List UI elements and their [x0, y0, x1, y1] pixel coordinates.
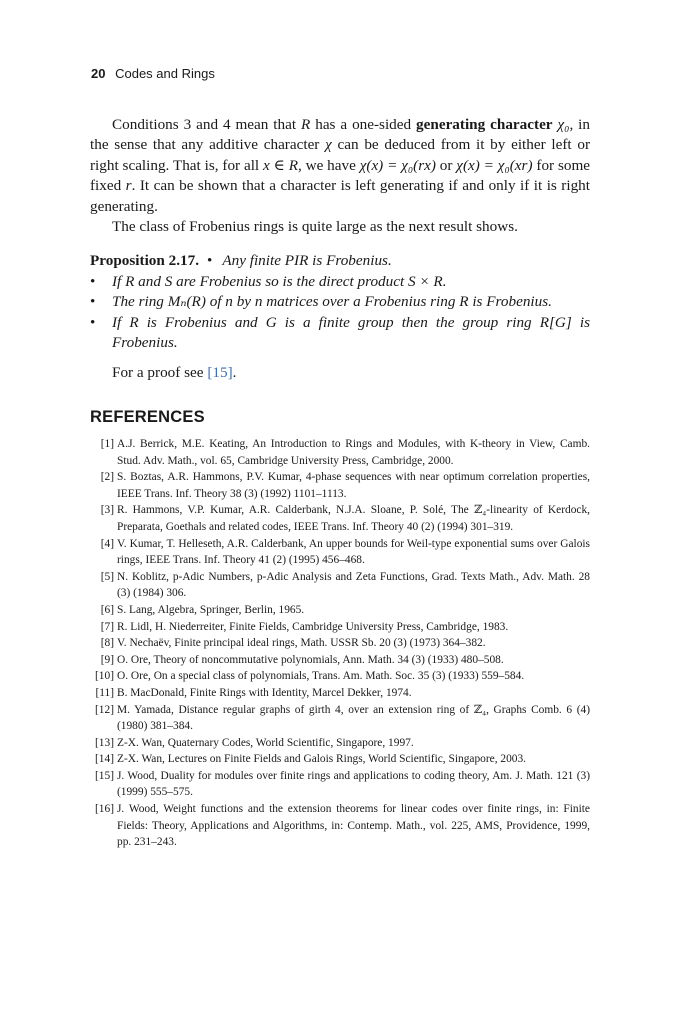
reference-number: [13] [95, 736, 114, 749]
reference-item [90, 436, 590, 469]
reference-text: M. Yamada, Distance regular graphs of girth 4, over an extension ring of ℤ₄, Graphs Comb. 6 (4) (1980) 381–384. [117, 703, 590, 733]
references-list [90, 436, 590, 851]
reference-text: N. Koblitz, p-Adic Numbers, p-Adic Analysis and Zeta Functions, Grad. Texts Math., Adv. Math. 28 (3) (1984) 306. [117, 570, 590, 600]
bold-term: generating character [416, 116, 553, 133]
reference-item [90, 635, 590, 652]
reference-text: A.J. Berrick, M.E. Keating, An Introduction to Rings and Modules, with K-theory in View, Camb. Stud. Adv. Math., vol. 65, Cambridge University Press, Cambridge, 2000. [117, 438, 590, 467]
reference-number: [14] [95, 753, 114, 766]
running-header [91, 66, 215, 81]
reference-text: Z-X. Wan, Quaternary Codes, World Scientific, Singapore, 1997. [117, 736, 414, 749]
reference-item [90, 668, 590, 685]
reference-item [90, 502, 590, 535]
reference-text: V. Nechaëv, Finite principal ideal rings, Math. USSR Sb. 20 (3) (1973) 364–382. [117, 637, 486, 650]
list-item: • If R is Frobenius and G is a finite group then the group ring R[G] is Frobenius. [90, 313, 590, 352]
reference-text: S. Boztas, A.R. Hammons, P.V. Kumar, 4-phase sequences with near optimum correlation properties, IEEE Trans. Inf. Theory 38 (3) (1992) 1101–1113. [117, 471, 590, 500]
reference-text: R. Lidl, H. Niederreiter, Finite Fields, Cambridge University Press, Cambridge, 1983. [117, 620, 509, 633]
reference-number: [10] [95, 670, 114, 683]
reference-text: B. MacDonald, Finite Rings with Identity, Marcel Dekker, 1974. [117, 686, 412, 699]
page-number: 20 [91, 66, 106, 81]
reference-number: [11] [95, 686, 114, 699]
reference-item [90, 685, 590, 702]
reference-item [90, 569, 590, 602]
reference-number: [3] [100, 504, 114, 517]
reference-text: S. Lang, Algebra, Springer, Berlin, 1965. [117, 603, 305, 616]
reference-item [90, 536, 590, 569]
proposition-first-item: Any finite PIR is Frobenius. [222, 252, 392, 270]
reference-item [90, 702, 590, 735]
reference-number: [1] [100, 438, 114, 450]
reference-text: O. Ore, Theory of noncommutative polynomials, Ann. Math. 34 (3) (1933) 480–508. [117, 653, 504, 666]
reference-text: R. Hammons, V.P. Kumar, A.R. Calderbank, N.J.A. Sloane, P. Solé, The ℤ₄-linearity of Kerdock, Preparata, Goethals and related codes, IEEE Trans. Inf. Theory 40 (2) (1994) 301–319. [117, 504, 590, 533]
reference-number: [9] [100, 653, 114, 666]
reference-number: [15] [95, 769, 114, 782]
citation-link[interactable]: [15] [207, 364, 233, 382]
reference-item [90, 469, 590, 502]
reference-item [90, 619, 590, 636]
proof-line: For a proof see [15]. [112, 364, 237, 382]
reference-text: J. Wood, Weight functions and the extension theorems for linear codes over finite rings, in: Finite Fields: Theory, Applications and Algorithms, in: Contemp. Math., vol. 225, AMS, Providence, 1999, pp. 231–243. [117, 803, 590, 849]
reference-text: O. Ore, On a special class of polynomials, Trans. Am. Math. Soc. 35 (3) (1933) 559–584. [117, 670, 525, 683]
paragraph-frobenius-class: The class of Frobenius rings is quite large as the next result shows. [112, 218, 518, 236]
proposition-heading: Proposition 2.17. • Any finite PIR is Frobenius. [90, 252, 392, 270]
reference-number: [12] [95, 703, 114, 716]
reference-item [90, 801, 590, 851]
reference-number: [4] [100, 537, 114, 550]
reference-number: [2] [100, 471, 114, 484]
reference-number: [7] [100, 620, 114, 633]
body-text [90, 115, 590, 384]
reference-text: Z-X. Wan, Lectures on Finite Fields and Galois Rings, World Scientific, Singapore, 2003. [117, 753, 527, 766]
references-heading: REFERENCES [90, 408, 205, 426]
list-item: • If R and S are Frobenius so is the direct product S × R. [90, 272, 447, 290]
running-title: Codes and Rings [115, 66, 215, 81]
proposition-list [90, 272, 590, 354]
proposition-label: Proposition 2.17. [90, 252, 199, 270]
reference-item [90, 751, 590, 768]
list-item: • The ring Mₙ(R) of n by n matrices over a Frobenius ring R is Frobenius. [90, 293, 552, 311]
reference-number: [5] [100, 570, 114, 583]
reference-item [90, 768, 590, 801]
reference-number: [16] [95, 803, 114, 816]
reference-number: [6] [100, 603, 114, 616]
reference-text: J. Wood, Duality for modules over finite rings and applications to coding theory, Am. J. Math. 121 (3) (1999) 555–575. [117, 769, 590, 799]
reference-item [90, 652, 590, 669]
reference-number: [8] [100, 637, 114, 650]
reference-item [90, 735, 590, 752]
reference-text: V. Kumar, T. Helleseth, A.R. Calderbank, An upper bounds for Weil-type exponential sums over Galois rings, IEEE Trans. Inf. Theory 41 (2) (1995) 456–468. [117, 537, 590, 567]
paragraph-generating-character: Conditions 3 and 4 mean that R has a one-sided generating character χ₀, in the sense that any additive character χ can be deduced from it by either left or right scaling. That is, for all x ∈ R, we have χ(x) = χ₀(rx) or χ(x) = χ₀(xr) for some fixed r. It can be shown that a character is left generating if and only if it is right generating. [90, 116, 591, 215]
reference-item [90, 602, 590, 619]
